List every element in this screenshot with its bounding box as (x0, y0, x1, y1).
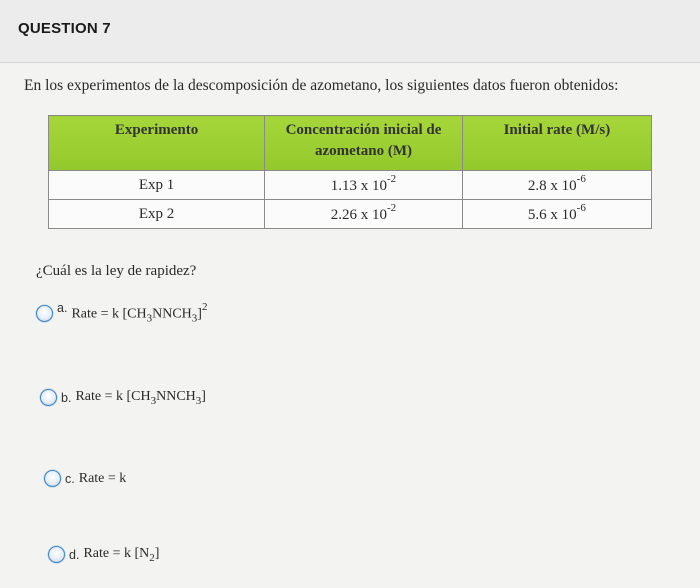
radio-button-d[interactable] (48, 546, 65, 563)
rate-law-question: ¿Cuál es la ley de rapidez? (36, 263, 197, 279)
radio-button-c[interactable] (44, 470, 61, 487)
option-letter: a. (57, 300, 68, 315)
concentration-exponent: -2 (387, 202, 397, 214)
question-content (0, 63, 700, 588)
concentration-value: 1.13 x 10 (330, 178, 388, 194)
option-formula: Rate = k $[N_2]$ (83, 546, 160, 564)
answer-option-d[interactable] (48, 546, 159, 564)
option-letter: c. (65, 471, 75, 486)
option-letter: b. (61, 390, 72, 405)
option-letter: d. (69, 547, 80, 562)
column-header-rate: Initial rate (M/s) (462, 116, 651, 171)
option-formula: Rate = k $[CH_3NNCH_3]$ (75, 389, 206, 407)
table-row (49, 171, 652, 200)
answer-option-b[interactable] (40, 389, 206, 407)
answer-option-a[interactable] (36, 300, 208, 325)
cell-rate (462, 200, 651, 229)
rate-exponent: -6 (576, 202, 586, 214)
cell-experiment: Exp 1 (49, 171, 265, 200)
column-header-experiment: Experimento (49, 116, 265, 171)
cell-concentration (265, 171, 463, 200)
cell-concentration (265, 200, 463, 229)
radio-button-a[interactable] (36, 305, 53, 322)
data-table (48, 115, 652, 229)
radio-button-b[interactable] (40, 389, 57, 406)
table-row (49, 200, 652, 229)
rate-value: 5.6 x 10 (527, 207, 577, 223)
concentration-exponent: -2 (387, 173, 397, 185)
question-header (0, 0, 700, 63)
answer-option-c[interactable] (44, 470, 126, 487)
rate-exponent: -6 (576, 173, 586, 185)
concentration-value: 2.26 x 10 (330, 207, 388, 223)
option-formula: Rate = k $[CH_3NNCH_3]^2$ (71, 301, 208, 325)
option-formula: Rate = k (78, 470, 127, 486)
question-prompt: En los experimentos de la descomposición de azometano, los siguientes datos fueron obtenidos: (24, 77, 619, 94)
cell-experiment: Exp 2 (49, 200, 265, 229)
cell-rate (462, 171, 651, 200)
table-header-row (49, 116, 652, 171)
rate-value: 2.8 x 10 (527, 178, 577, 194)
question-title: QUESTION 7 (18, 20, 111, 37)
column-header-concentration: Concentración inicial de azometano (M) (265, 116, 463, 171)
